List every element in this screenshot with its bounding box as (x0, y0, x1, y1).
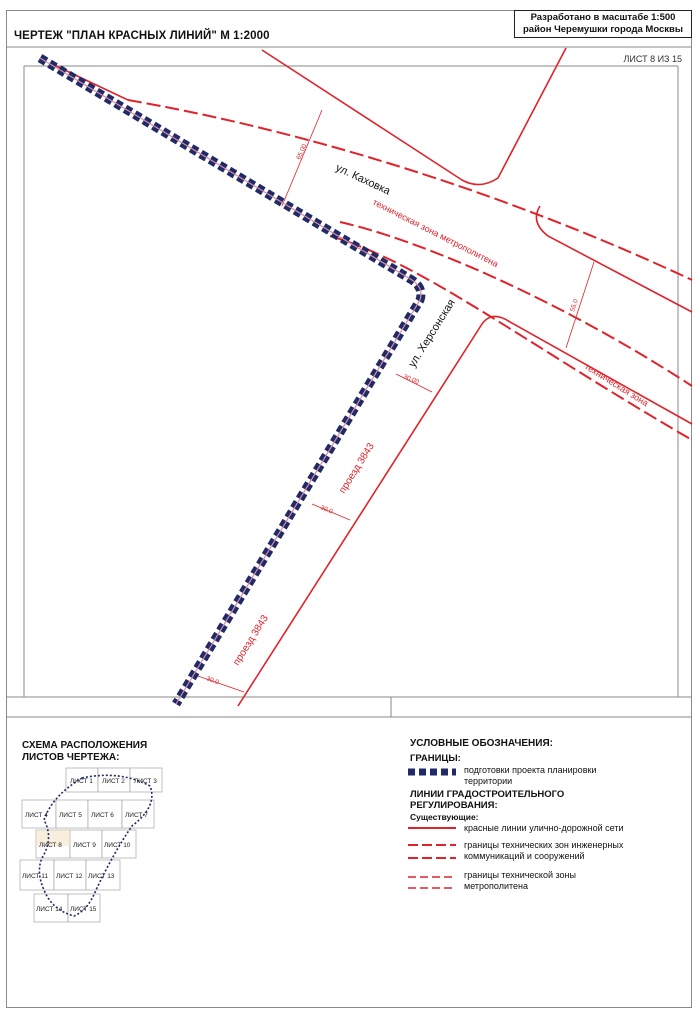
planning-boundary-outer (40, 58, 421, 704)
dim-line-bottom (198, 676, 244, 692)
scheme-label-4: ЛИСТ 4 (25, 812, 48, 819)
scheme-label-6: ЛИСТ 6 (91, 812, 114, 819)
zone-kakhovka-south (340, 222, 692, 386)
red-line-kakhovka-north (262, 48, 566, 185)
planning-boundary (40, 58, 421, 704)
dimension-lines (198, 110, 594, 692)
stamp-district-text: район Черемушки города Москвы (522, 24, 683, 35)
scheme-label-12: ЛИСТ 12 (56, 873, 83, 880)
scheme-label-14: ЛИСТ 14 (36, 906, 63, 913)
legend-red-lines-text: красные линии улично-дорожной сети (464, 823, 624, 833)
legend-title: УСЛОВНЫЕ ОБОЗНАЧЕНИЯ: (410, 738, 553, 749)
scheme-label-5: ЛИСТ 5 (59, 812, 82, 819)
legend-boundaries-heading: ГРАНИЦЫ: (410, 753, 461, 764)
scheme-label-11: ЛИСТ 11 (22, 873, 48, 880)
scheme-title (22, 740, 147, 764)
dim-label-right: 55.0 (569, 298, 580, 313)
sheet-number: ЛИСТ 8 ИЗ 15 (623, 54, 682, 64)
zone-kakhovka-north (128, 100, 692, 280)
passage-label-upper: проезд 3843 (337, 441, 377, 496)
scheme-label-13: ЛИСТ 13 (88, 873, 115, 880)
stamp-scale-text: Разработано в масштабе 1:500 (530, 12, 676, 23)
scheme-label-7: ЛИСТ 7 (125, 812, 148, 819)
legend-lines-heading: ЛИНИИ ГРАДОСТРОИТЕЛЬНОГО РЕГУЛИРОВАНИЯ: (410, 789, 565, 811)
legend-metro-zone-text: границы технической зоны метрополитена (464, 870, 576, 891)
scheme-label-2: ЛИСТ 2 (102, 778, 125, 785)
dimension-labels (205, 143, 580, 687)
passage-label-lower: проезд 3843 (231, 613, 271, 668)
red-line-passage-east (238, 324, 482, 706)
scheme-title-line2: ЛИСТОВ ЧЕРТЕЖА: (22, 752, 120, 763)
legend-existing-heading: Существующие: (410, 812, 479, 822)
scheme-label-10: ЛИСТ 10 (104, 842, 131, 849)
scheme-label-8: ЛИСТ 8 (39, 842, 62, 849)
scheme-title-line1: СХЕМА РАСПОЛОЖЕНИЯ (22, 740, 148, 751)
street-label-khersonskaya: ул. Херсонская (406, 297, 458, 370)
legend-engineering-zones-text: границы технических зон инженерных коммуникаций и сооружений (464, 840, 624, 861)
legend-planning-boundary-text: подготовки проекта планировки территории (464, 765, 597, 786)
metro-zone-label-main: техническая зона метрополитена (371, 196, 500, 270)
drawing-title: ЧЕРТЕЖ "ПЛАН КРАСНЫХ ЛИНИЙ" М 1:2000 (14, 30, 270, 42)
dim-label-mid2: 30.0 (319, 504, 334, 516)
scheme-label-3: ЛИСТ 3 (134, 778, 157, 785)
scheme-label-9: ЛИСТ 9 (73, 842, 96, 849)
engineering-zone-boundaries (128, 100, 692, 440)
red-line-kakhovka-east (536, 206, 692, 312)
metro-zone-label-right: техническая зона (582, 361, 651, 409)
scheme-cell-labels (22, 778, 157, 913)
scheme-label-15: ЛИСТ 15 (70, 906, 97, 913)
scheme-label-1: ЛИСТ 1 (70, 778, 93, 785)
dim-label-mid1: 30.00 (402, 373, 420, 386)
dim-label-bottom: 30.0 (205, 675, 220, 687)
street-label-kakhovka: ул. Каховка (333, 161, 393, 198)
dim-label-top: 65.00 (295, 143, 309, 161)
